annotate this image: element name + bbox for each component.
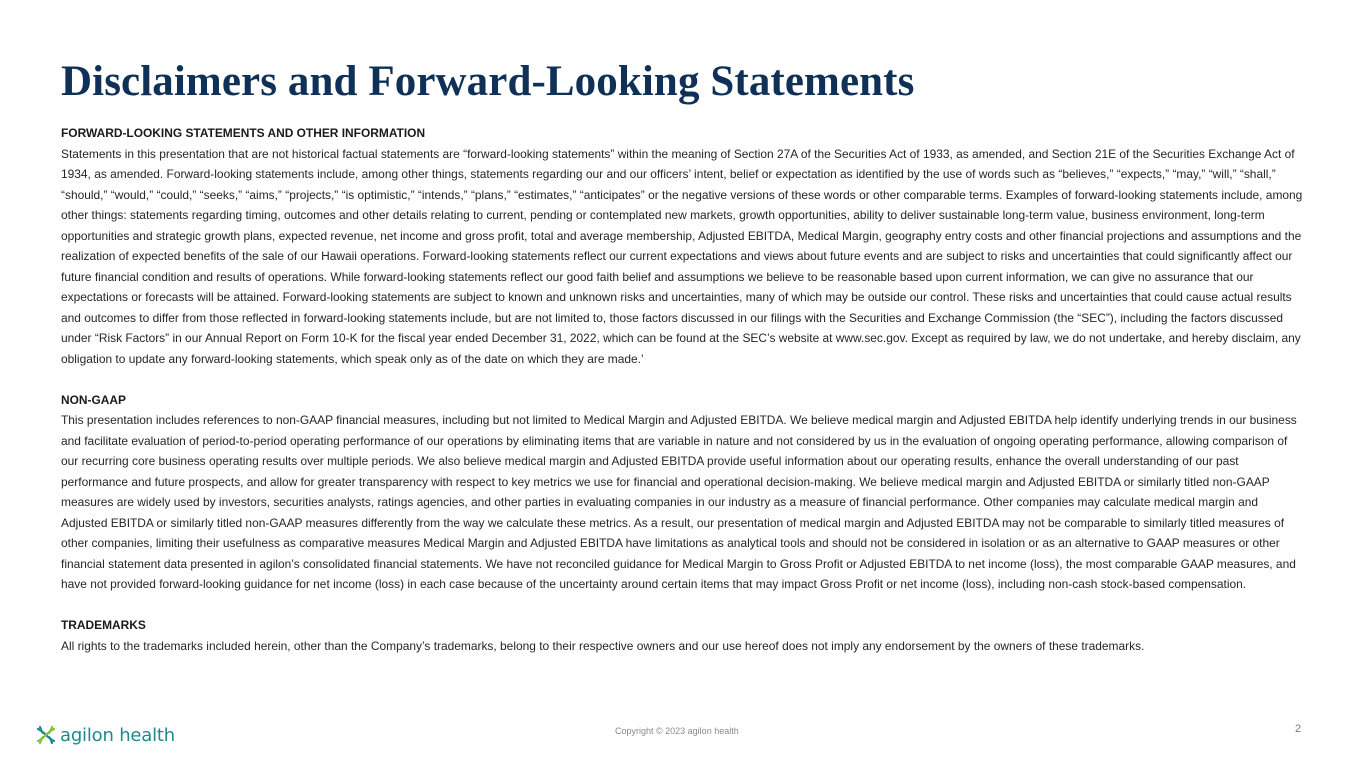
section-forward-looking xyxy=(61,123,1307,369)
page-number: 2 xyxy=(1295,723,1302,735)
section-heading: FORWARD-LOOKING STATEMENTS AND OTHER INFORMATION xyxy=(61,126,426,140)
disclaimer-content xyxy=(61,123,1307,656)
section-heading: NON-GAAP xyxy=(61,392,126,407)
section-body: Statements in this presentation that are not historical factual statements are “forward-looking statements” within the meaning of Section 27A of the Securities Act of 1933, as amended, and Section 21E of the Securities Exchange Act of 1934, as amended. Forward-looking statements include, among other things, statements regarding our and our officers’ intent, belief or expectation as identified by the use of words such as “believes,” “expects,” “may,” “will,” “shall,” “should,” “would,” “could,” “seeks,” “aims,” “projects,” “is optimistic,” “intends,” “plans,” “estimates,” “anticipates” or the negative versions of these words or other comparable terms. Examples of forward-looking statements include, among other things: statements regarding timing, outcomes and other details relating to current, pending or contemplated new markets, growth opportunities, ability to deliver sustainable long-term value, business environment, long-term opportunities and strategic growth plans, expected revenue, net income and gross profit, total and average membership, Adjusted EBITDA, Medical Margin, geography entry costs and other financial projections and assumptions and the realization of expected benefits of the sale of our Hawaii operations. Forward-looking statements reflect our current expectations and views about future events and are subject to risks and uncertainties that could significantly affect our future financial condition and results of operations. While forward-looking statements reflect our good faith belief and assumptions we believe to be reasonable based upon current information, we can give no assurance that our expectations or forecasts will be attained. Forward-looking statements are subject to known and unknown risks and uncertainties, many of which may be outside our control. These risks and uncertainties that could cause actual results and outcomes to differ from those reflected in forward-looking statements include, but are not limited to, those factors discussed in our filings with the Securities and Exchange Commission (the “SEC”), including the factors discussed under “Risk Factors” in our Annual Report on Form 10-K for the fiscal year ended December 31, 2022, which can be found at the SEC’s website at www.sec.gov. Except as required by law, we do not undertake, and hereby disclaim, any obligation to update any forward-looking statements, which speak only as of the date on which they are made.’ xyxy=(61,146,1303,366)
section-non-gaap xyxy=(61,390,1307,595)
agilon-logo-icon xyxy=(34,723,58,747)
company-logo xyxy=(34,722,175,748)
page-title: Disclaimers and Forward-Looking Statements xyxy=(61,58,915,105)
section-spacer xyxy=(61,369,1307,390)
copyright-notice: Copyright © 2023 agilon health xyxy=(615,726,739,736)
section-heading: TRADEMARKS xyxy=(61,618,146,632)
section-spacer xyxy=(61,595,1307,616)
section-trademarks xyxy=(61,615,1307,656)
section-body: All rights to the trademarks included herein, other than the Company’s trademarks, belong to their respective owners and our use hereof does not imply any endorsement by the owners of these trademarks. xyxy=(61,638,1145,653)
section-body: This presentation includes references to non-GAAP financial measures, including but not limited to Medical Margin and Adjusted EBITDA. We believe medical margin and Adjusted EBITDA help identify underlying trends in our business and facilitate evaluation of period-to-period operating performance of our operations by eliminating items that are variable in nature and not considered by us in the evaluation of ongoing operating performance, allowing comparison of our recurring core business operating results over multiple periods. We also believe medical margin and Adjusted EBITDA provide useful information about our operating results, enhance the overall understanding of our past performance and future prospects, and allow for greater transparency with respect to key metrics we use for financial and operational decision-making. We believe medical margin and Adjusted EBITDA or similarly titled non-GAAP measures are widely used by investors, securities analysts, ratings agencies, and other parties in evaluating companies in our industry as a measure of financial performance. Other companies may calculate medical margin and Adjusted EBITDA or similarly titled non-GAAP measures differently from the way we calculate these metrics. As a result, our presentation of medical margin and Adjusted EBITDA may not be comparable to similarly titled measures of other companies, limiting their usefulness as comparative measures Medical Margin and Adjusted EBITDA have limitations as analytical tools and should not be considered in isolation or as an alternative to GAAP measures or other financial statement data presented in agilon’s consolidated financial statements. We have not reconciled guidance for Medical Margin to Gross Profit or Adjusted EBITDA to net income (loss), the most comparable GAAP measures, and have not provided forward-looking guidance for net income (loss) in each case because of the uncertainty around certain items that may impact Gross Profit or net income (loss), including non-cash stock-based compensation. xyxy=(61,413,1297,591)
logo-wordmark: agilon health xyxy=(60,724,175,746)
